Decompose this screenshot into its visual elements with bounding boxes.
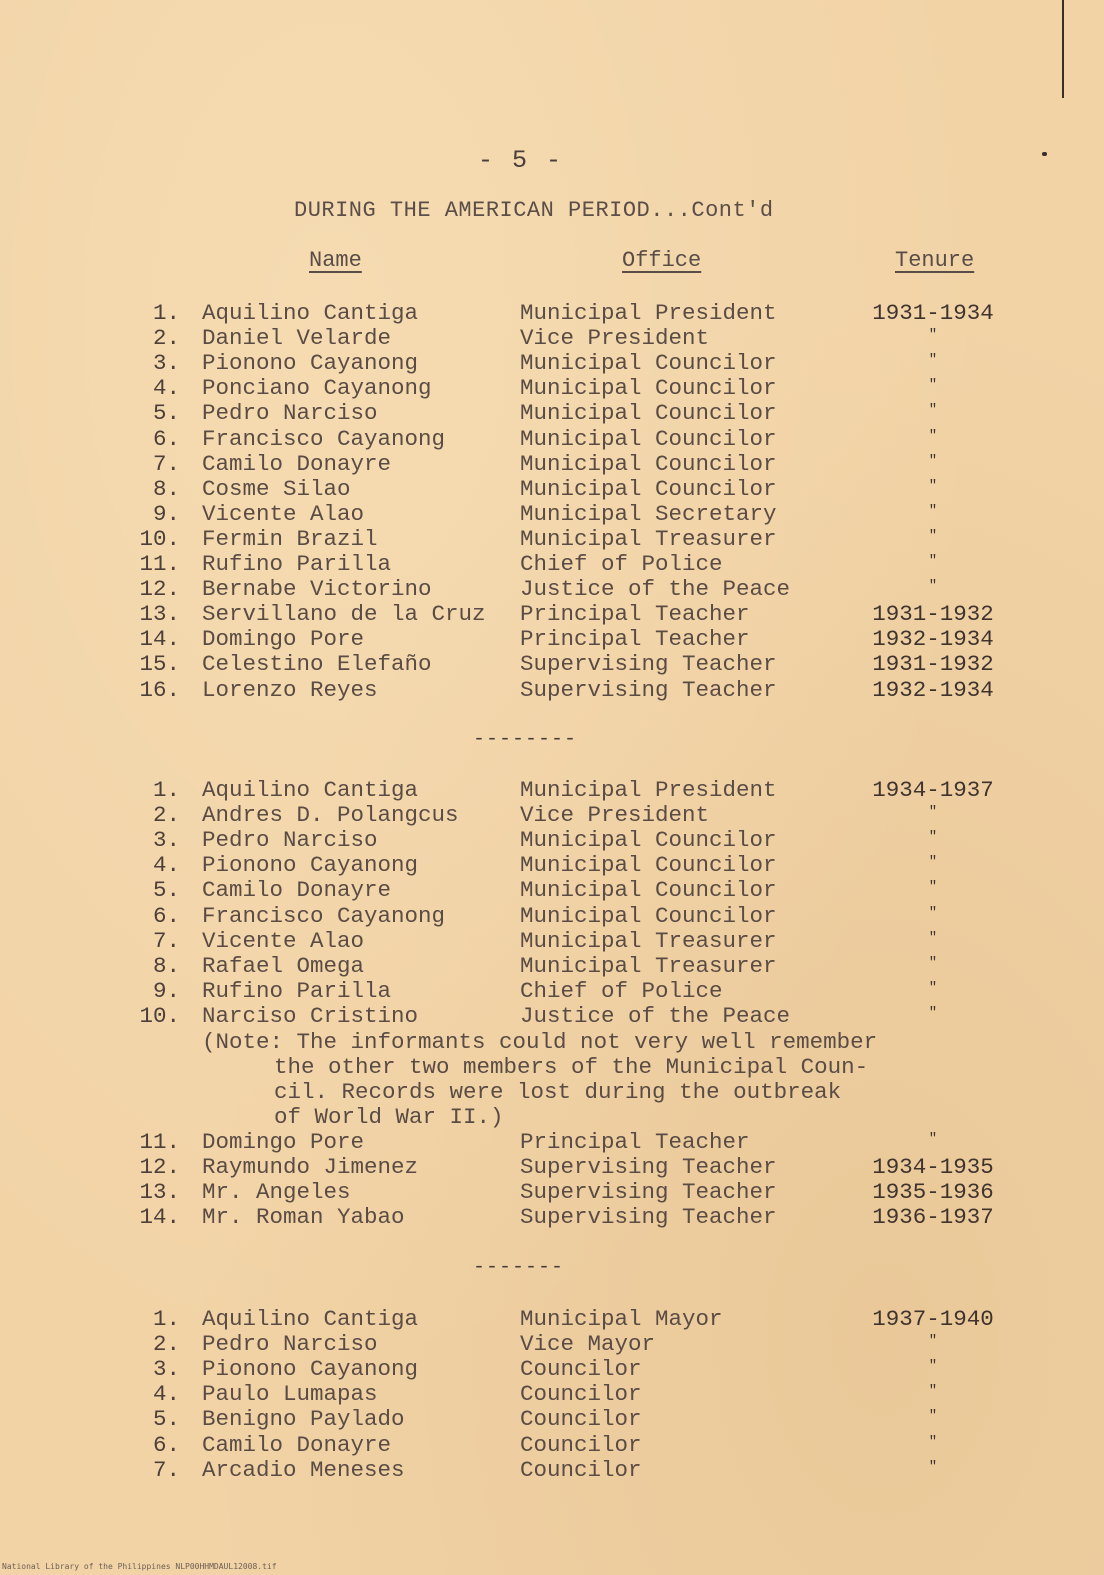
official-tenure: " (928, 929, 938, 946)
official-name: Domingo Pore (202, 1129, 365, 1155)
official-office: Councilor (520, 1356, 642, 1383)
official-office: Municipal Mayor (520, 1306, 723, 1332)
official-tenure: " (928, 904, 938, 921)
note-line: of World War II.) (274, 1104, 504, 1130)
official-tenure: 1937-1940 (872, 1306, 994, 1332)
item-number: 2. (152, 802, 180, 829)
item-number: 12. (139, 576, 180, 603)
official-name: Bernabe Victorino (202, 576, 432, 603)
official-name: Aquilino Cantiga (202, 300, 419, 326)
official-name: Paulo Lumapas (202, 1381, 378, 1408)
item-number: 14. (139, 626, 180, 653)
official-office: Principal Teacher (520, 626, 750, 653)
page-number: - 5 - (478, 146, 564, 175)
section-separator: -------- (473, 728, 578, 751)
item-number: 2. (152, 1331, 180, 1358)
column-header-tenure: Tenure (895, 248, 975, 273)
item-number: 8. (152, 475, 180, 502)
item-number: 6. (152, 902, 180, 929)
section-separator: ------- (473, 1256, 565, 1279)
official-tenure: 1934-1935 (872, 1154, 994, 1181)
official-name: Raymundo Jimenez (202, 1154, 419, 1181)
official-office: Supervising Teacher (520, 1179, 777, 1206)
official-tenure: " (928, 829, 938, 846)
official-name: Pedro Narciso (202, 400, 378, 427)
official-tenure: " (928, 1408, 938, 1425)
official-name: Pedro Narciso (202, 1331, 378, 1358)
official-name: Pionono Cayanong (202, 350, 419, 377)
note-line: (Note: The informants could not very well remember (202, 1029, 878, 1055)
item-number: 16. (139, 676, 180, 703)
official-name: Aquilino Cantiga (202, 1306, 419, 1332)
official-name: Rufino Parilla (202, 551, 392, 577)
official-tenure: " (928, 1458, 938, 1475)
note-line: the other two members of the Municipal Coun- (274, 1054, 869, 1080)
official-tenure: " (928, 1131, 938, 1147)
official-name: Francisco Cayanong (202, 902, 446, 929)
official-name: Pionono Cayanong (202, 1356, 419, 1383)
item-number: 11. (139, 1129, 180, 1155)
item-number: 5. (152, 400, 180, 427)
official-tenure: " (928, 804, 938, 821)
official-tenure: " (928, 527, 938, 544)
official-office: Councilor (520, 1406, 642, 1433)
official-office: Supervising Teacher (520, 676, 777, 703)
official-office: Vice President (520, 325, 710, 352)
official-tenure: " (928, 352, 938, 369)
item-number: 2. (152, 325, 180, 352)
official-office: Municipal Secretary (520, 500, 777, 527)
official-name: Benigno Paylado (202, 1406, 405, 1433)
item-number: 11. (139, 551, 180, 577)
item-number: 4. (152, 1381, 180, 1408)
official-office: Councilor (520, 1431, 642, 1458)
official-name: Cosme Silao (202, 475, 351, 502)
official-office: Municipal Councilor (520, 400, 777, 427)
official-tenure: 1931-1934 (872, 300, 994, 326)
official-office: Justice of the Peace (520, 576, 791, 603)
official-office: Municipal Councilor (520, 475, 777, 502)
item-number: 5. (152, 1406, 180, 1433)
item-number: 6. (152, 425, 180, 452)
item-number: 7. (152, 927, 180, 954)
scan-edge-mark (1062, 0, 1064, 98)
item-number: 7. (152, 1456, 180, 1483)
official-tenure: 1932-1934 (872, 676, 994, 703)
item-number: 9. (152, 977, 180, 1004)
official-name: Rafael Omega (202, 952, 365, 979)
official-tenure: " (928, 553, 938, 569)
section-heading: DURING THE AMERICAN PERIOD...Cont'd (294, 198, 774, 223)
official-name: Camilo Donayre (202, 450, 392, 477)
official-tenure: 1934-1937 (872, 777, 994, 803)
official-office: Municipal President (520, 777, 777, 803)
official-office: Municipal Councilor (520, 852, 777, 879)
official-tenure: " (928, 578, 938, 595)
official-office: Supervising Teacher (520, 651, 777, 678)
official-tenure: 1936-1937 (872, 1204, 994, 1231)
official-tenure: " (928, 477, 938, 494)
official-office: Vice President (520, 802, 710, 829)
official-name: Daniel Velarde (202, 325, 392, 352)
official-office: Municipal Treasurer (520, 927, 777, 954)
official-name: Vicente Alao (202, 927, 365, 954)
official-tenure: " (928, 452, 938, 469)
official-tenure: " (928, 502, 938, 519)
official-tenure: " (928, 402, 938, 419)
official-tenure: " (928, 1358, 938, 1375)
item-number: 13. (139, 601, 180, 628)
official-office: Municipal Councilor (520, 425, 777, 452)
ink-speck (1042, 152, 1047, 156)
note-line: cil. Records were lost during the outbreak (274, 1079, 842, 1105)
official-office: Municipal Councilor (520, 877, 777, 904)
item-number: 4. (152, 375, 180, 402)
official-office: Councilor (520, 1381, 642, 1408)
official-tenure: " (928, 879, 938, 896)
item-number: 10. (139, 1002, 180, 1029)
official-name: Celestino Elefaño (202, 651, 432, 678)
item-number: 1. (152, 777, 180, 803)
item-number: 12. (139, 1154, 180, 1181)
official-office: Municipal Councilor (520, 450, 777, 477)
official-tenure: " (928, 1383, 938, 1400)
official-tenure: " (928, 1004, 938, 1021)
official-office: Vice Mayor (520, 1331, 656, 1358)
official-tenure: 1931-1932 (872, 601, 994, 628)
item-number: 6. (152, 1431, 180, 1458)
official-name: Domingo Pore (202, 626, 365, 653)
item-number: 3. (152, 827, 180, 854)
official-tenure: " (928, 427, 938, 444)
column-header-office: Office (622, 248, 702, 273)
official-tenure: 1935-1936 (872, 1179, 994, 1206)
official-office: Supervising Teacher (520, 1154, 777, 1181)
item-number: 1. (152, 1306, 180, 1332)
item-number: 3. (152, 350, 180, 377)
official-name: Francisco Cayanong (202, 425, 446, 452)
item-number: 15. (139, 651, 180, 678)
official-office: Municipal Councilor (520, 375, 777, 402)
note-paragraph (202, 1030, 1002, 1130)
official-tenure: " (928, 954, 938, 971)
official-office: Principal Teacher (520, 601, 750, 628)
official-tenure: " (928, 1333, 938, 1350)
item-number: 10. (139, 525, 180, 552)
official-office: Chief of Police (520, 977, 723, 1004)
official-name: Andres D. Polangcus (202, 802, 459, 829)
official-office: Councilor (520, 1456, 642, 1483)
official-tenure: " (928, 979, 938, 996)
item-number: 14. (139, 1204, 180, 1231)
official-tenure: " (928, 377, 938, 394)
official-office: Municipal President (520, 300, 777, 326)
official-office: Supervising Teacher (520, 1204, 777, 1231)
official-name: Mr. Roman Yabao (202, 1204, 405, 1231)
official-office: Justice of the Peace (520, 1002, 791, 1029)
official-tenure: " (928, 327, 938, 344)
official-name: Lorenzo Reyes (202, 676, 378, 703)
official-office: Municipal Councilor (520, 827, 777, 854)
item-number: 7. (152, 450, 180, 477)
official-office: Municipal Councilor (520, 902, 777, 929)
item-number: 5. (152, 877, 180, 904)
official-office: Chief of Police (520, 551, 723, 577)
item-number: 9. (152, 500, 180, 527)
column-header-name: Name (309, 248, 362, 273)
official-tenure: 1932-1934 (872, 626, 994, 653)
item-number: 3. (152, 1356, 180, 1383)
item-number: 4. (152, 852, 180, 879)
official-name: Camilo Donayre (202, 877, 392, 904)
official-name: Narciso Cristino (202, 1002, 419, 1029)
official-name: Pionono Cayanong (202, 852, 419, 879)
official-tenure: " (928, 854, 938, 871)
official-tenure: 1931-1932 (872, 651, 994, 678)
official-name: Vicente Alao (202, 500, 365, 527)
official-name: Camilo Donayre (202, 1431, 392, 1458)
item-number: 1. (152, 300, 180, 326)
official-office: Municipal Councilor (520, 350, 777, 377)
official-name: Ponciano Cayanong (202, 375, 432, 402)
item-number: 13. (139, 1179, 180, 1206)
scan-footer: National Library of the Philippines NLP00HHMDAUL12008.tif (2, 1562, 277, 1571)
official-office: Principal Teacher (520, 1129, 750, 1155)
official-office: Municipal Treasurer (520, 952, 777, 979)
official-name: Aquilino Cantiga (202, 777, 419, 803)
official-office: Municipal Treasurer (520, 525, 777, 552)
official-name: Servillano de la Cruz (202, 601, 486, 628)
official-name: Rufino Parilla (202, 977, 392, 1004)
item-number: 8. (152, 952, 180, 979)
official-name: Pedro Narciso (202, 827, 378, 854)
official-name: Fermin Brazil (202, 525, 378, 552)
official-name: Arcadio Meneses (202, 1456, 405, 1483)
official-name: Mr. Angeles (202, 1179, 351, 1206)
official-tenure: " (928, 1433, 938, 1450)
